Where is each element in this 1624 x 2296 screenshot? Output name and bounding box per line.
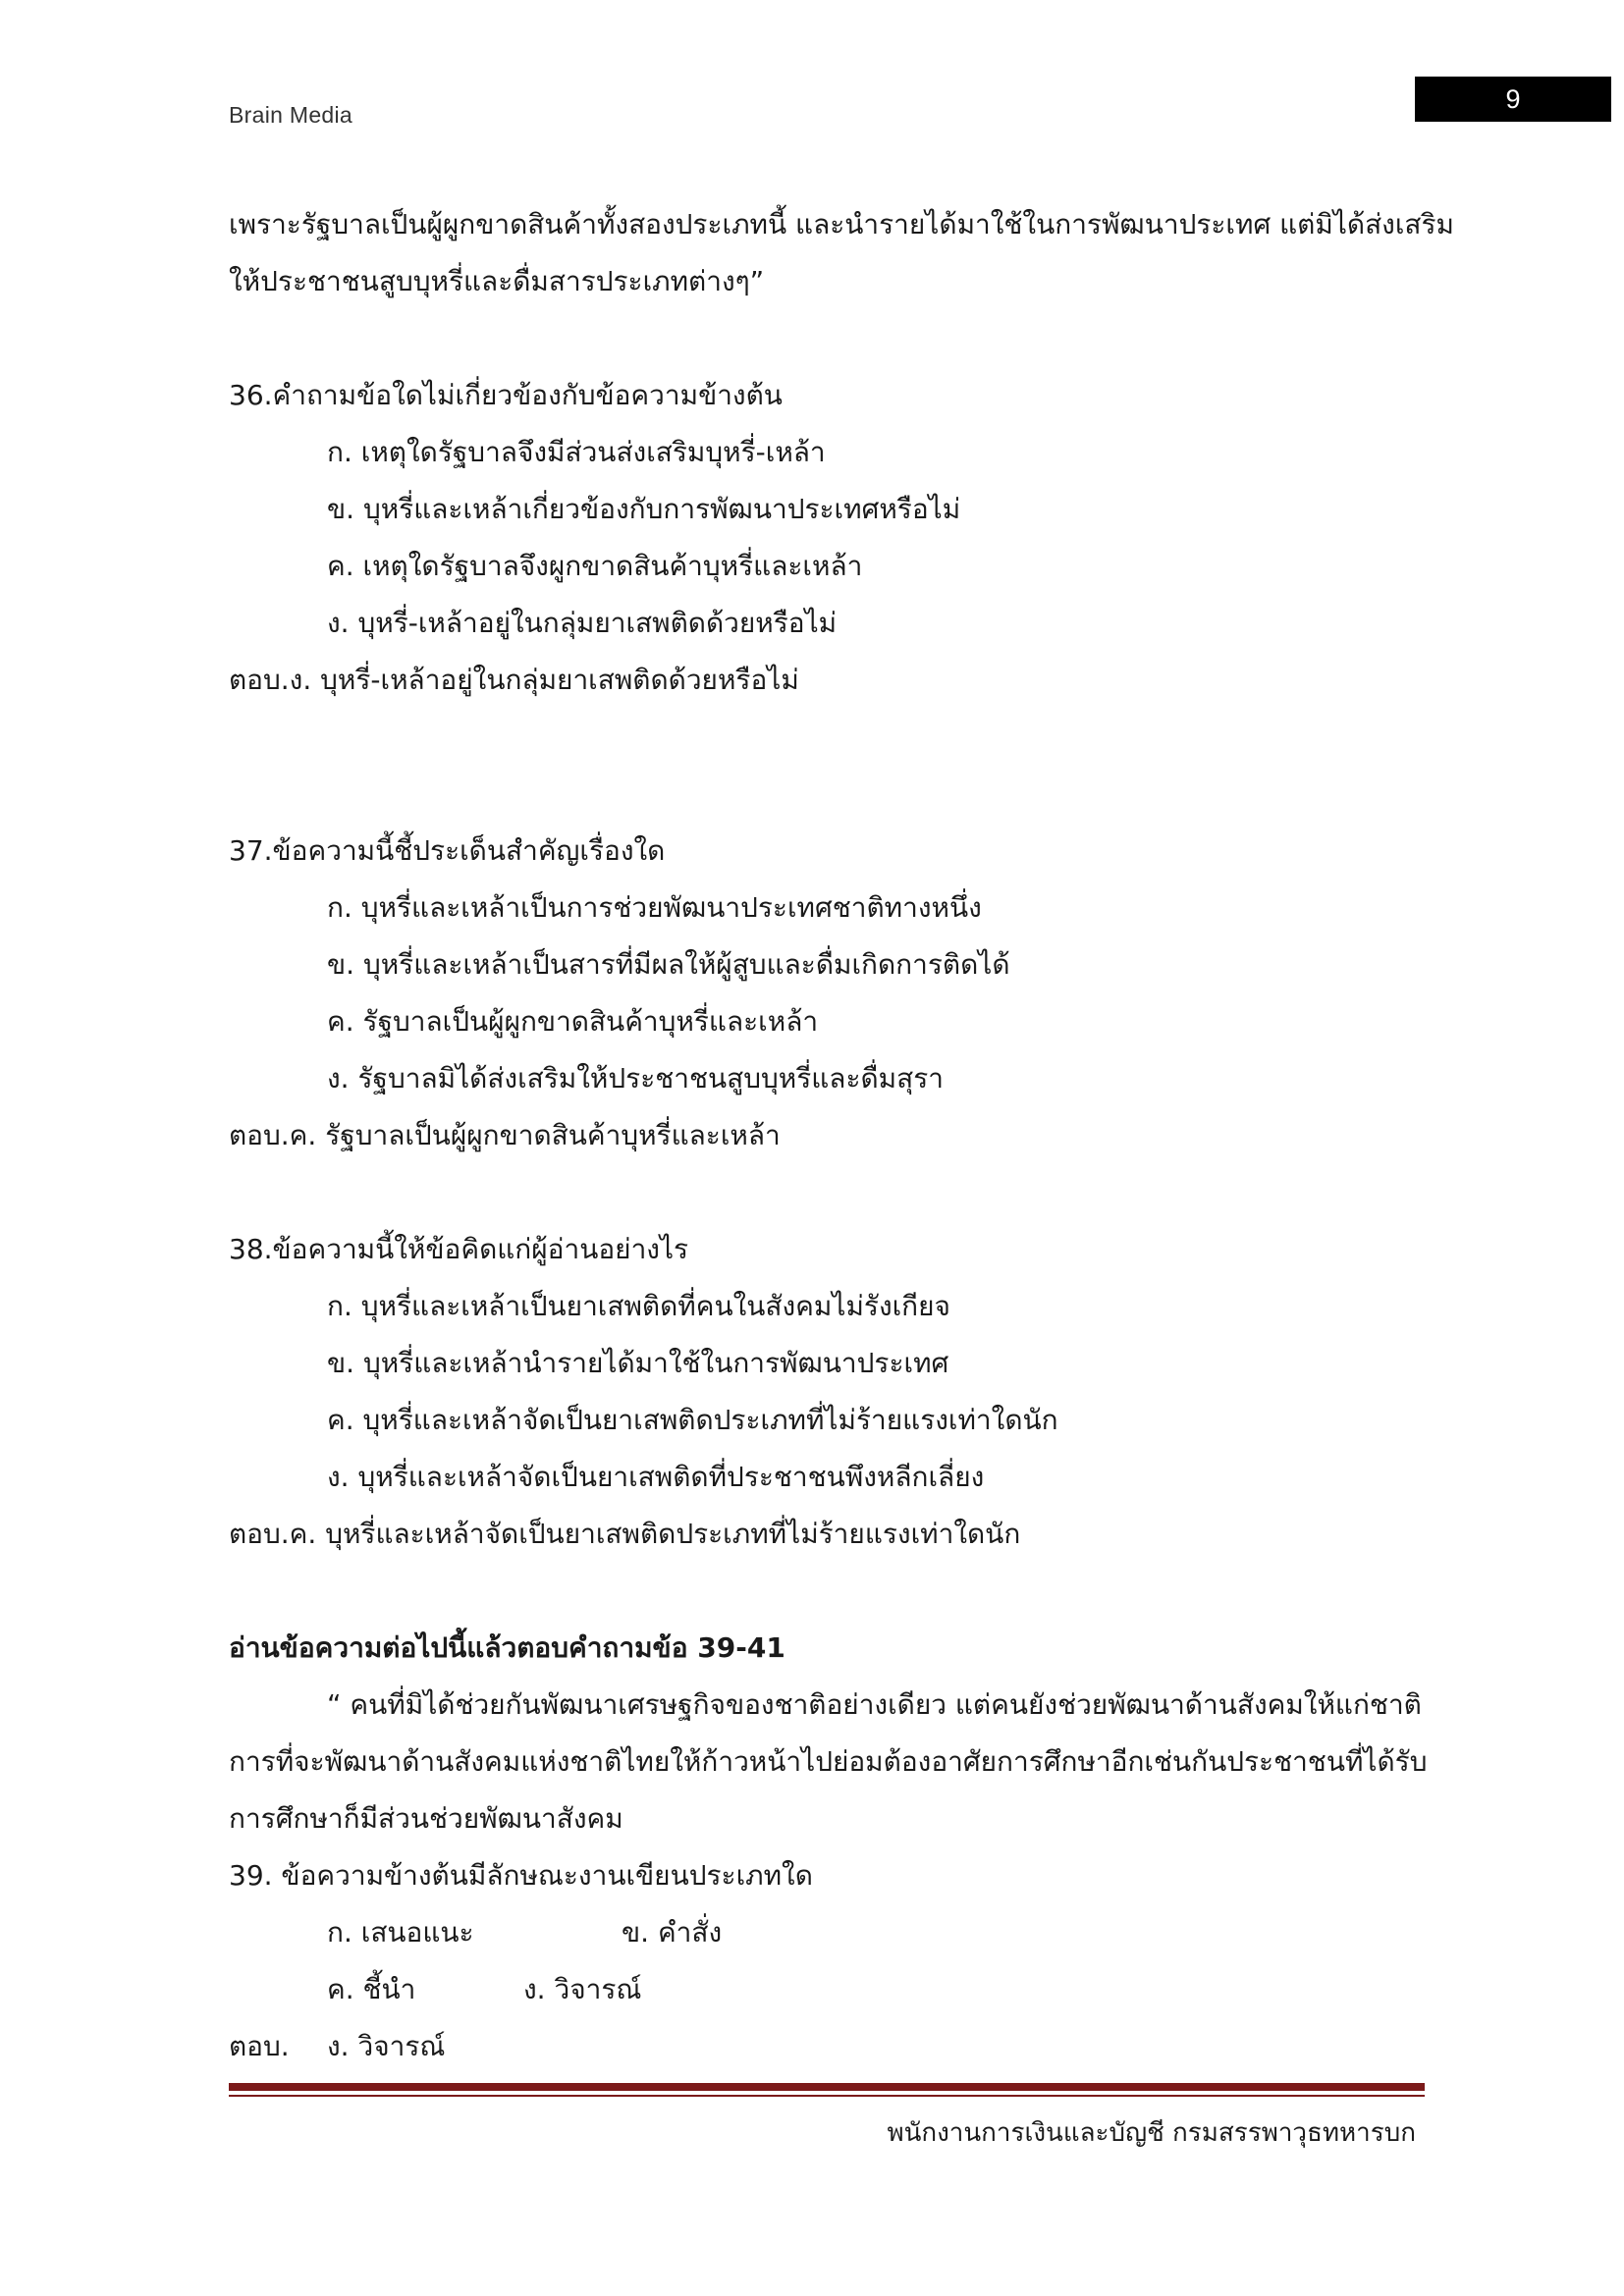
answer-prefix: ตอบ. <box>229 2030 290 2062</box>
passage-line-2: การที่จะพัฒนาด้านสังคมแห่งชาติไทยให้ก้าวหน้าไปย่อมต้องอาศัยการศึกษาอีกเช่นกันประชาชนที่ได้รับ <box>229 1745 1428 1778</box>
page-number: 9 <box>1505 83 1521 114</box>
choice-d: ง. วิจารณ์ <box>523 1973 642 2005</box>
answer-text: ง. วิจารณ์ <box>327 2030 446 2062</box>
document-body <box>229 196 1454 2075</box>
choice-c: ค. บุหรี่และเหล้าจัดเป็นยาเสพติดประเภทที่ไม่ร้ายแรงเท่าใดนัก <box>327 1404 1058 1436</box>
choice-d: ง. รัฐบาลมิได้ส่งเสริมให้ประชาชนสูบบุหรี่และดื่มสุรา <box>327 1062 944 1095</box>
page-number-box <box>1415 77 1611 122</box>
question-39 <box>229 1847 1436 2075</box>
passage-heading: อ่านข้อความต่อไปนี้แล้วตอบคำถามข้อ 39-41 <box>229 1631 785 1664</box>
intro-line-1: เพราะรัฐบาลเป็นผู้ผูกขาดสินค้าทั้งสองประเภทนี้ และนำรายได้มาใช้ในการพัฒนาประเทศ แต่มิได้ส่งเสริม <box>229 208 1454 240</box>
choice-row-1 <box>229 1904 1436 1961</box>
choice-c: ค. ชี้นำ <box>327 1973 416 2005</box>
choice-a: ก. บุหรี่และเหล้าเป็นการช่วยพัฒนาประเทศชาติทางหนึ่ง <box>327 891 982 924</box>
choice-b: ข. บุหรี่และเหล้าเกี่ยวข้องกับการพัฒนาประเทศหรือไม่ <box>327 493 961 525</box>
choice-c: ค. รัฐบาลเป็นผู้ผูกขาดสินค้าบุหรี่และเหล้า <box>327 1005 819 1038</box>
answer: ตอบ.ค. รัฐบาลเป็นผู้ผูกขาดสินค้าบุหรี่และเหล้า <box>229 1119 781 1151</box>
footer-text: พนักงานการเงินและบัญชี กรมสรรพาวุธทหารบก <box>887 2118 1416 2148</box>
question-text: 37.ข้อความนี้ชี้ประเด็นสำคัญเรื่องใด <box>229 834 666 867</box>
question-text: 39. ข้อความข้างต้นมีลักษณะงานเขียนประเภทใด <box>229 1859 813 1892</box>
choice-a: ก. เหตุใดรัฐบาลจึงมีส่วนส่งเสริมบุหรี่-เหล้า <box>327 436 826 468</box>
choice-b: ข. คำสั่ง <box>622 1916 723 1949</box>
choice-b: ข. บุหรี่และเหล้าเป็นสารที่มีผลให้ผู้สูบและดื่มเกิดการติดได้ <box>327 948 1010 981</box>
question-37 <box>229 823 1436 1164</box>
choice-b: ข. บุหรี่และเหล้านำรายได้มาใช้ในการพัฒนาประเทศ <box>327 1347 949 1379</box>
question-36 <box>229 367 1436 709</box>
footer-rule-thin <box>229 2095 1425 2097</box>
answer: ตอบ.ค. บุหรี่และเหล้าจัดเป็นยาเสพติดประเภทที่ไม่ร้ายแรงเท่าใดนัก <box>229 1518 1021 1550</box>
choice-d: ง. บุหรี่-เหล้าอยู่ในกลุ่มยาเสพติดด้วยหรือไม่ <box>327 607 838 639</box>
intro-line-2: ให้ประชาชนสูบบุหรี่และดื่มสารประเภทต่างๆ” <box>229 265 765 297</box>
choice-a: ก. บุหรี่และเหล้าเป็นยาเสพติดที่คนในสังคมไม่รังเกียจ <box>327 1290 950 1322</box>
question-38 <box>229 1221 1436 1563</box>
footer-rule-thick <box>229 2083 1425 2091</box>
answer: ตอบ.ง. บุหรี่-เหล้าอยู่ในกลุ่มยาเสพติดด้วยหรือไม่ <box>229 664 799 696</box>
choice-c: ค. เหตุใดรัฐบาลจึงผูกขาดสินค้าบุหรี่และเหล้า <box>327 550 863 582</box>
brand-name: Brain Media <box>229 102 353 128</box>
choice-row-2 <box>229 1961 1436 2018</box>
passage-2 <box>229 1620 1436 1847</box>
choice-a: ก. เสนอแนะ <box>327 1916 474 1949</box>
choice-d: ง. บุหรี่และเหล้าจัดเป็นยาเสพติดที่ประชาชนพึงหลีกเลี่ยง <box>327 1461 985 1493</box>
question-text: 38.ข้อความนี้ให้ข้อคิดแก่ผู้อ่านอย่างไร <box>229 1233 689 1265</box>
passage-line-3: การศึกษาก็มีส่วนช่วยพัฒนาสังคม <box>229 1802 623 1835</box>
passage-line-1: “ คนที่มิได้ช่วยกันพัฒนาเศรษฐกิจของชาติอย่างเดียว แต่คนยังช่วยพัฒนาด้านสังคมให้แก่ชาติ <box>327 1688 1422 1721</box>
question-text: 36.คำถามข้อใดไม่เกี่ยวข้องกับข้อความข้างต้น <box>229 379 783 411</box>
answer <box>229 2018 1436 2075</box>
